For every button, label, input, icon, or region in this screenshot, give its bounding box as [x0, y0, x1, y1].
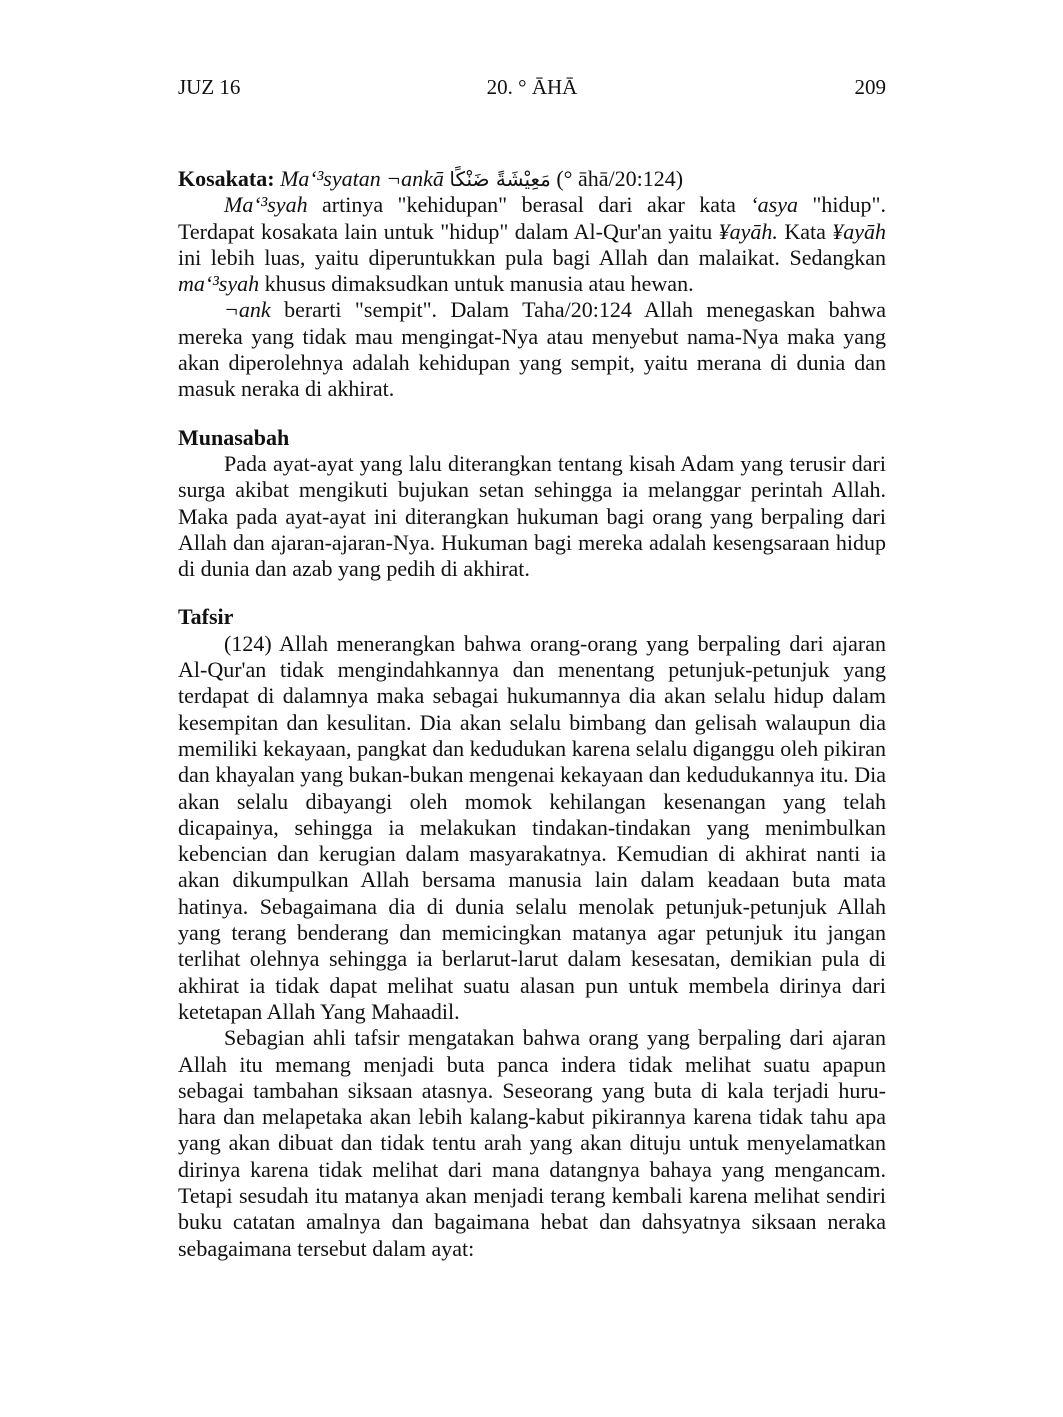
munasabah-heading: Munasabah [178, 424, 290, 450]
munasabah-paragraph: Pada ayat-ayat yang lalu diterangkan tentang kisah Adam yang terusir dari surga akibat mengikuti bujukan setan sehingga ia melanggar perintah Allah. Maka pada ayat-ayat ini diterangkan hukuman bagi orang yang berpaling dari Allah dan ajaran-ajaran-Nya. Hukuman bagi mereka adalah kesengsaraan hidup di dunia dan azab yang pedih di akhirat. [178, 450, 886, 582]
kosakata-term-arabic: مَعِيْشَةً ضَنْكًا [449, 167, 551, 191]
page-header [178, 74, 886, 102]
kosakata-text: Kata [777, 218, 833, 244]
page-number: 209 [854, 75, 886, 99]
juz-label: JUZ 16 [178, 75, 241, 99]
term-ma-isyah: Ma‘³syah [224, 192, 308, 218]
page-body [178, 166, 886, 1262]
kosakata-text: ini lebih luas, yaitu diperuntukkan pula bagi Allah dan malaikat. Sedangkan [178, 244, 886, 270]
term-hayah: ¥ayāh [832, 218, 887, 244]
kosakata-text: khusus dimaksudkan untuk manusia atau hewan. [259, 271, 694, 297]
term-ma-isyah: ma‘³syah [178, 271, 260, 297]
kosakata-label: Kosakata: [178, 166, 275, 191]
term-hayah: ¥ayāh. [718, 218, 778, 244]
term-asya: ‘asya [750, 192, 798, 218]
tafsir-paragraph-2: Sebagian ahli tafsir mengatakan bahwa orang yang berpaling dari ajaran Allah itu memang menjadi buta panca indera tidak melihat suatu apapun sebagai tambahan siksaan atasnya. Seseorang yang buta di kala terjadi huru-hara dan melapetaka akan lebih kalang-kabut pikirannya karena tidak tahu apa yang akan dibuat dan tidak tentu arah yang akan dituju untuk menyelamatkan dirinya karena tidak melihat dari mana datangnya bahaya yang mengancam. Tetapi sesudah itu matanya akan menjadi terang kembali karena melihat sendiri buku catatan amalnya dan bagaimana hebat dan dahsyatnya siksaan neraka sebagaimana tersebut dalam ayat: [178, 1025, 886, 1261]
kosakata-reference: (° āhā/20:124) [556, 166, 684, 191]
kosakata-text: artinya "kehidupan" berasal dari akar kata [307, 192, 751, 218]
tafsir-heading: Tafsir [178, 604, 234, 630]
term-dank: ¬ank [224, 297, 271, 323]
kosakata-text: berarti "sempit". Dalam Taha/20:124 Allah menegaskan bahwa mereka yang tidak mau mengingat-Nya atau menyebut nama-Nya maka yang akan diperolehnya adalah kehidupan yang sempit, yaitu merana di dunia dan masuk neraka di akhirat. [178, 297, 886, 402]
kosakata-paragraph-1 [178, 192, 886, 297]
kosakata-term-latin: Ma‘³syatan ¬ankā [280, 166, 444, 191]
kosakata-text: "hidup". Terdapat kosakata lain untuk "hidup" dalam Al-Qur'an yaitu [178, 192, 886, 244]
tafsir-paragraph-1: (124) Allah menerangkan bahwa orang-orang yang berpaling dari ajaran Al-Qur'an tidak mengindahkannya dan menentang petunjuk-petunjuk yang terdapat di dalamnya maka sebagai hukumannya dia akan selalu hidup dalam kesempitan dan kesulitan. Dia akan selalu bimbang dan gelisah walaupun dia memiliki kekayaan, pangkat dan kedudukan karena selalu diganggu oleh pikiran dan khayalan yang bukan-bukan mengenai kekayaan dan kedudukannya itu. Dia akan selalu dibayangi oleh momok kehilangan kesenangan yang telah dicapainya, sehingga ia melakukan tindakan-tindakan yang menimbulkan kebencian dan kerugian dalam masyarakatnya. Kemudian di akhirat nanti ia akan dikumpulkan Allah bersama manusia lain dalam keadaan buta mata hatinya. Sebagaimana dia di dunia selalu menolak petunjuk-petunjuk Allah yang terang benderang dan memicingkan matanya agar petunjuk itu jangan terlihat olehnya sehingga ia berlarut-larut dalam kesesatan, demikian pula di akhirat ia tidak dapat melihat suatu alasan pun untuk membela dirinya dari ketetapan Allah Yang Mahaadil. [178, 630, 886, 1024]
kosakata-heading [178, 166, 886, 192]
kosakata-paragraph-2 [178, 297, 886, 402]
surah-title: 20. ° ĀHĀ [486, 75, 578, 99]
